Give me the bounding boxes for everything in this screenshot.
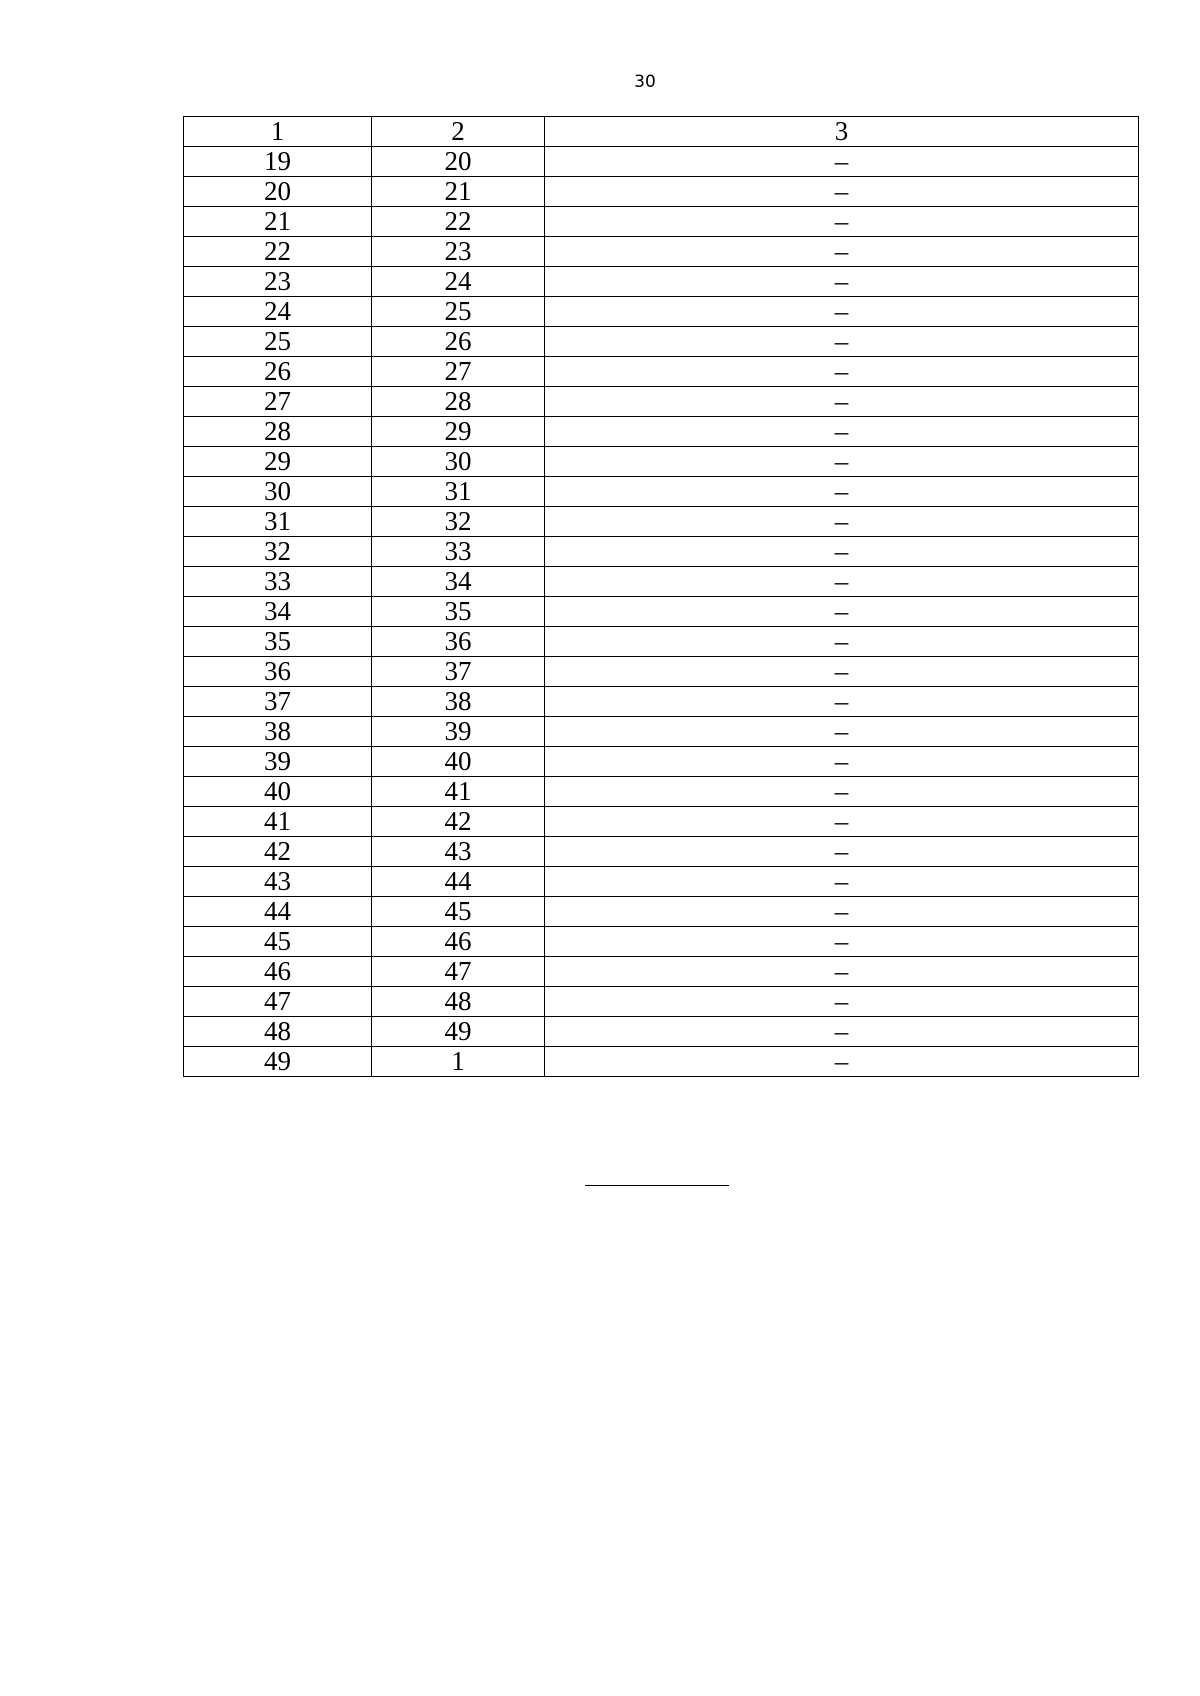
table-cell-col-1: 19 — [184, 147, 372, 177]
table-cell-col-2: 30 — [372, 447, 545, 477]
table-row — [184, 987, 1139, 1017]
table-row — [184, 897, 1139, 927]
table-cell-col-2: 27 — [372, 357, 545, 387]
table-cell-col-1: 44 — [184, 897, 372, 927]
table-row — [184, 657, 1139, 687]
table-row — [184, 417, 1139, 447]
table-cell-col-1: 30 — [184, 477, 372, 507]
table-cell-col-2: 34 — [372, 567, 545, 597]
table-row — [184, 147, 1139, 177]
table-cell-col-3: – — [545, 297, 1139, 327]
table-cell-col-1: 41 — [184, 807, 372, 837]
table-cell-col-2: 46 — [372, 927, 545, 957]
table-cell-col-2: 35 — [372, 597, 545, 627]
table-cell-col-2: 47 — [372, 957, 545, 987]
table-row — [184, 237, 1139, 267]
table-cell-col-1: 42 — [184, 837, 372, 867]
table-cell-col-3: – — [545, 477, 1139, 507]
table-cell-col-3: – — [545, 447, 1139, 477]
table-cell-col-2: 28 — [372, 387, 545, 417]
table-row — [184, 807, 1139, 837]
table-row — [184, 927, 1139, 957]
table-cell-col-3: – — [545, 987, 1139, 1017]
table-cell-col-3: – — [545, 357, 1139, 387]
table-cell-col-2: 20 — [372, 147, 545, 177]
table-row — [184, 387, 1139, 417]
table-row — [184, 867, 1139, 897]
table-cell-col-3: – — [545, 627, 1139, 657]
table-cell-col-2: 21 — [372, 177, 545, 207]
table-cell-col-3: – — [545, 717, 1139, 747]
table-cell-col-3: – — [545, 267, 1139, 297]
table-cell-col-3: – — [545, 597, 1139, 627]
table-row — [184, 297, 1139, 327]
table-cell-col-3: – — [545, 1047, 1139, 1077]
table-cell-col-3: – — [545, 927, 1139, 957]
table-row — [184, 597, 1139, 627]
table-cell-col-1: 22 — [184, 237, 372, 267]
table-cell-col-1: 29 — [184, 447, 372, 477]
table-row — [184, 567, 1139, 597]
table-cell-col-2: 23 — [372, 237, 545, 267]
table-cell-col-2: 38 — [372, 687, 545, 717]
end-of-document-rule — [585, 1185, 729, 1186]
table-cell-col-2: 39 — [372, 717, 545, 747]
table-row — [184, 177, 1139, 207]
table-cell-col-1: 48 — [184, 1017, 372, 1047]
table-cell-col-3: – — [545, 687, 1139, 717]
header-cell-col-3: 3 — [545, 117, 1139, 147]
table-cell-col-3: – — [545, 537, 1139, 567]
table-cell-col-1: 47 — [184, 987, 372, 1017]
table-cell-col-1: 31 — [184, 507, 372, 537]
table-cell-col-1: 25 — [184, 327, 372, 357]
table-row — [184, 627, 1139, 657]
table-row — [184, 267, 1139, 297]
table-cell-col-3: – — [545, 1017, 1139, 1047]
table-cell-col-2: 40 — [372, 747, 545, 777]
table-cell-col-1: 24 — [184, 297, 372, 327]
table-cell-col-1: 39 — [184, 747, 372, 777]
table-cell-col-1: 32 — [184, 537, 372, 567]
table-cell-col-2: 49 — [372, 1017, 545, 1047]
table-row — [184, 477, 1139, 507]
table-cell-col-3: – — [545, 567, 1139, 597]
table-cell-col-1: 21 — [184, 207, 372, 237]
table-cell-col-3: – — [545, 237, 1139, 267]
table-cell-col-2: 48 — [372, 987, 545, 1017]
table-cell-col-2: 1 — [372, 1047, 545, 1077]
table-cell-col-3: – — [545, 327, 1139, 357]
table-row — [184, 747, 1139, 777]
table-row — [184, 537, 1139, 567]
table-cell-col-2: 33 — [372, 537, 545, 567]
table-cell-col-3: – — [545, 507, 1139, 537]
data-table — [183, 116, 1139, 1077]
header-cell-col-2: 2 — [372, 117, 545, 147]
table-cell-col-2: 41 — [372, 777, 545, 807]
table-cell-col-1: 49 — [184, 1047, 372, 1077]
table-row — [184, 717, 1139, 747]
table-cell-col-2: 45 — [372, 897, 545, 927]
table-cell-col-2: 29 — [372, 417, 545, 447]
table-row — [184, 507, 1139, 537]
table-cell-col-2: 42 — [372, 807, 545, 837]
table-cell-col-1: 27 — [184, 387, 372, 417]
table-cell-col-3: – — [545, 867, 1139, 897]
table-cell-col-2: 43 — [372, 837, 545, 867]
table-cell-col-1: 36 — [184, 657, 372, 687]
header-cell-col-1: 1 — [184, 117, 372, 147]
table-cell-col-3: – — [545, 777, 1139, 807]
table-cell-col-3: – — [545, 177, 1139, 207]
table-cell-col-1: 20 — [184, 177, 372, 207]
table-cell-col-2: 25 — [372, 297, 545, 327]
table-body — [184, 117, 1139, 1077]
table-cell-col-2: 44 — [372, 867, 545, 897]
table-cell-col-2: 31 — [372, 477, 545, 507]
table-cell-col-3: – — [545, 807, 1139, 837]
table-cell-col-1: 26 — [184, 357, 372, 387]
table-cell-col-1: 43 — [184, 867, 372, 897]
table-row — [184, 327, 1139, 357]
table-row — [184, 837, 1139, 867]
table-cell-col-1: 37 — [184, 687, 372, 717]
table-cell-col-3: – — [545, 657, 1139, 687]
table-cell-col-2: 24 — [372, 267, 545, 297]
table-cell-col-3: – — [545, 387, 1139, 417]
table-cell-col-1: 45 — [184, 927, 372, 957]
table-row — [184, 1017, 1139, 1047]
table-cell-col-1: 28 — [184, 417, 372, 447]
table-row — [184, 687, 1139, 717]
table-cell-col-1: 33 — [184, 567, 372, 597]
table-row — [184, 357, 1139, 387]
table-row — [184, 957, 1139, 987]
table-cell-col-1: 23 — [184, 267, 372, 297]
table-cell-col-3: – — [545, 147, 1139, 177]
table-cell-col-3: – — [545, 897, 1139, 927]
table-cell-col-2: 22 — [372, 207, 545, 237]
page-number: 30 — [634, 72, 656, 92]
table-cell-col-1: 40 — [184, 777, 372, 807]
table-cell-col-1: 46 — [184, 957, 372, 987]
table-cell-col-1: 35 — [184, 627, 372, 657]
table-cell-col-2: 32 — [372, 507, 545, 537]
table-cell-col-3: – — [545, 957, 1139, 987]
table-row — [184, 447, 1139, 477]
table-row — [184, 1047, 1139, 1077]
table-row — [184, 777, 1139, 807]
table-cell-col-3: – — [545, 837, 1139, 867]
table-row — [184, 207, 1139, 237]
table-cell-col-3: – — [545, 207, 1139, 237]
table-header-row — [184, 117, 1139, 147]
table-cell-col-3: – — [545, 417, 1139, 447]
table-cell-col-2: 26 — [372, 327, 545, 357]
table-cell-col-1: 38 — [184, 717, 372, 747]
table-cell-col-1: 34 — [184, 597, 372, 627]
table-cell-col-2: 36 — [372, 627, 545, 657]
table-cell-col-2: 37 — [372, 657, 545, 687]
table-cell-col-3: – — [545, 747, 1139, 777]
